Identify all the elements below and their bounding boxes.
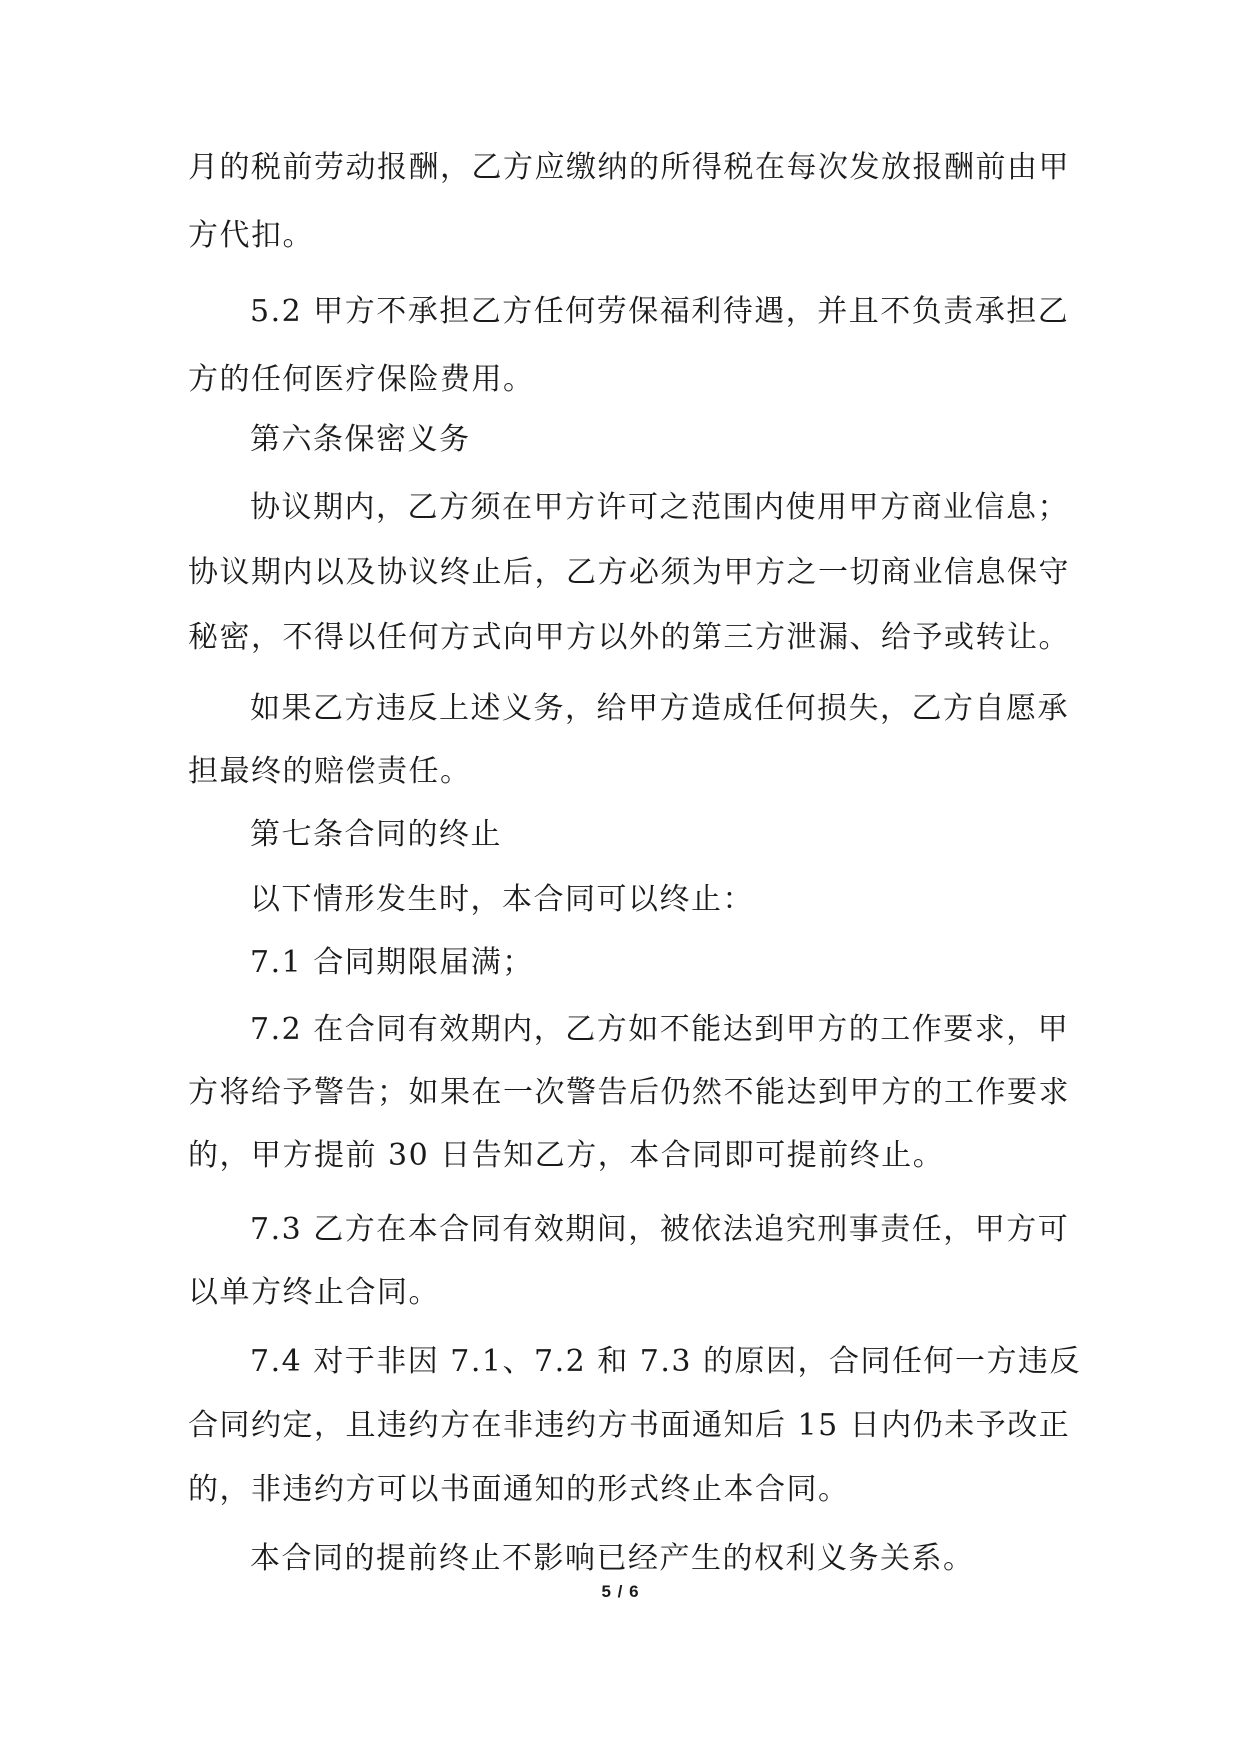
text-line: 7.1 合同期限届满； [250,945,534,980]
text-line: 月的税前劳动报酬，乙方应缴纳的所得税在每次发放报酬前由甲 [188,150,1070,185]
text-line: 如果乙方违反上述义务，给甲方造成任何损失，乙方自愿承 [250,691,1069,726]
section-heading: 第六条保密义务 [250,422,471,457]
text-line: 方将给予警告；如果在一次警告后仍然不能达到甲方的工作要求 [188,1075,1070,1110]
text-line: 协议期内以及协议终止后，乙方必须为甲方之一切商业信息保守 [188,555,1070,590]
text-line: 7.4 对于非因 7.1、7.2 和 7.3 的原因，合同任何一方违反 [250,1344,1082,1379]
text-line: 7.2 在合同有效期内，乙方如不能达到甲方的工作要求，甲 [250,1012,1070,1047]
section-heading: 第七条合同的终止 [250,817,502,852]
text-line: 协议期内，乙方须在甲方许可之范围内使用甲方商业信息； [250,490,1069,525]
text-line: 7.3 乙方在本合同有效期间，被依法追究刑事责任，甲方可 [250,1212,1070,1247]
text-line: 本合同的提前终止不影响已经产生的权利义务关系。 [250,1541,975,1576]
text-line: 合同约定，且违约方在非违约方书面通知后 15 日内仍未予改正 [188,1408,1071,1443]
text-line: 5.2 甲方不承担乙方任何劳保福利待遇，并且不负责承担乙 [250,294,1070,329]
text-line: 担最终的赔偿责任。 [188,754,472,789]
text-line: 方的任何医疗保险费用。 [188,362,535,397]
page-number: 5 / 6 [601,1582,640,1601]
text-line: 以单方终止合同。 [188,1275,440,1310]
text-line: 方代扣。 [188,218,314,253]
text-line: 以下情形发生时，本合同可以终止： [250,882,754,917]
text-line: 的，甲方提前 30 日告知乙方，本合同即可提前终止。 [188,1138,945,1173]
text-line: 的，非违约方可以书面通知的形式终止本合同。 [188,1472,850,1507]
text-line: 秘密，不得以任何方式向甲方以外的第三方泄漏、给予或转让。 [188,620,1070,655]
